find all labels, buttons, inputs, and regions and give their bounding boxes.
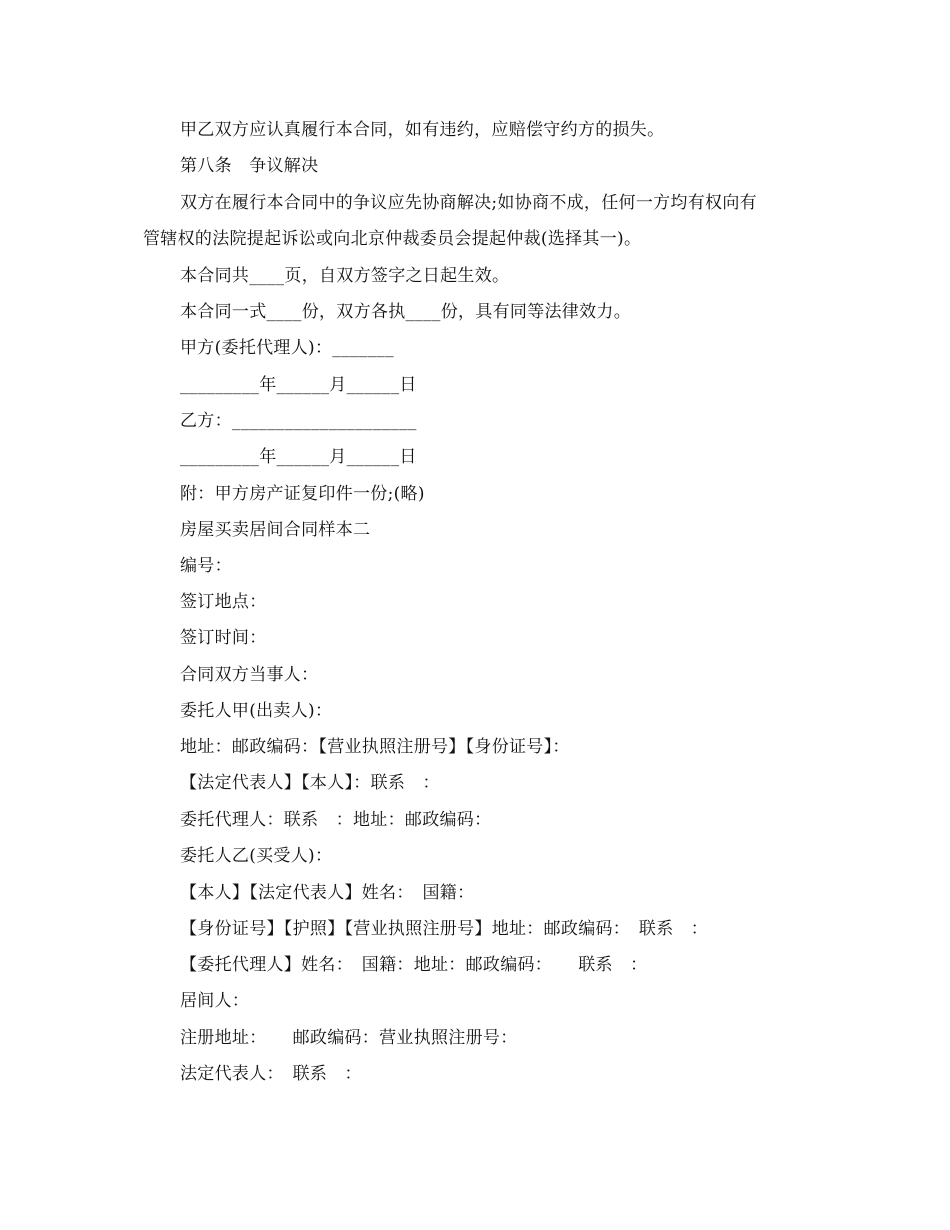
attachment-note: 附：甲方房产证复印件一份;(略) [180, 484, 425, 504]
section-title: 房屋买卖居间合同样本二 [180, 520, 371, 540]
party-b-signature: 乙方：_____________________ [180, 411, 417, 431]
text-line: 签订时间： [180, 628, 267, 648]
text-line: 居间人： [180, 991, 250, 1011]
text-line: 【法定代表人】【本人】：联系 ： [180, 773, 440, 793]
text-line: 编号： [180, 556, 232, 576]
text-line: 委托人乙(买受人)： [180, 846, 333, 866]
party-a-signature: 甲方(委托代理人)：_______ [180, 338, 394, 358]
date-line: _________年______月______日 [180, 447, 417, 467]
article-heading: 第八条 争议解决 [180, 156, 319, 176]
text-line: 【委托代理人】姓名： 国籍：地址：邮政编码： 联系 ： [180, 955, 648, 975]
text-line: 法定代表人： 联系 ： [180, 1064, 362, 1084]
text-line: 注册地址： 邮政编码：营业执照注册号： [180, 1028, 518, 1048]
text-line: 双方在履行本合同中的争议应先协商解决;如协商不成，任何一方均有权向有 [180, 193, 757, 213]
text-line: 本合同一式____份，双方各执____份，具有同等法律效力。 [180, 302, 631, 322]
text-line: 【身份证号】【护照】【营业执照注册号】地址：邮政编码： 联系 ： [180, 919, 709, 939]
text-line: 【本人】【法定代表人】姓名： 国籍： [180, 883, 475, 903]
text-line: 本合同共____页，自双方签字之日起生效。 [180, 266, 510, 286]
text-line: 甲乙双方应认真履行本合同，如有违约，应赔偿守约方的损失。 [180, 120, 665, 140]
date-line: _________年______月______日 [180, 375, 417, 395]
text-line: 合同双方当事人： [180, 665, 319, 685]
text-line: 委托人甲(出卖人)： [180, 701, 333, 721]
text-line: 地址：邮政编码：【营业执照注册号】【身份证号】： [180, 737, 570, 757]
text-line: 委托代理人：联系 ：地址：邮政编码： [180, 810, 492, 830]
text-line: 签订地点： [180, 592, 267, 612]
text-line: 管辖权的法院提起诉讼或向北京仲裁委员会提起仲裁(选择其一)。 [143, 229, 642, 249]
